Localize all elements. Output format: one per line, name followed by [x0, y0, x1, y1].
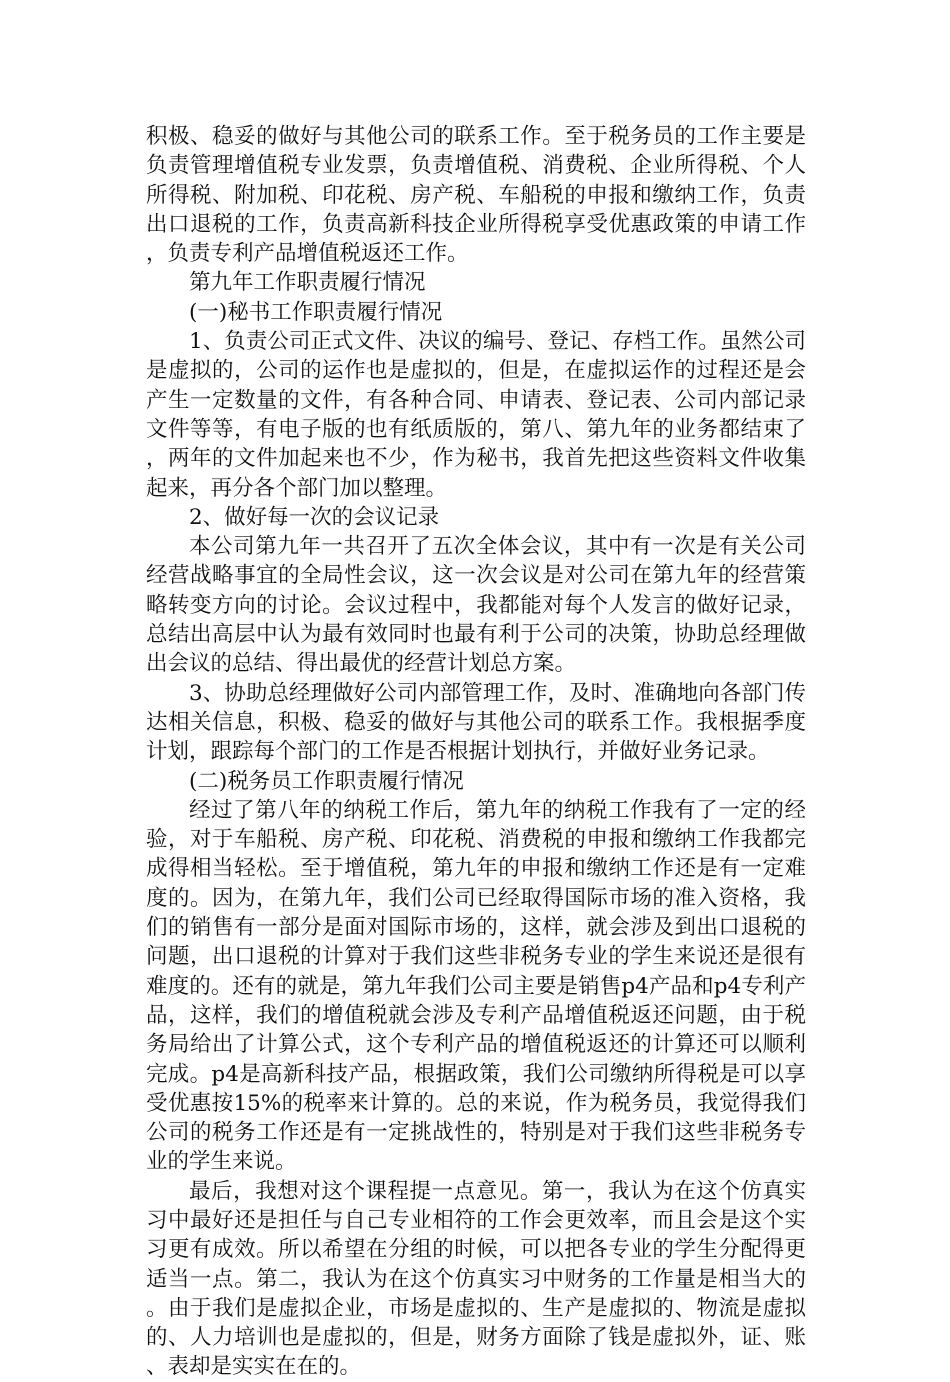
document-body	[146, 122, 806, 1382]
paragraph-tax-work: 经过了第八年的纳税工作后，第九年的纳税工作我有了一定的经验，对于车船税、房产税、印花税、消费税的申报和缴纳工作我都完成得相当轻松。至于增值税，第九年的申报和缴纳工作还是有一定难度的。因为，在第九年，我们公司已经取得国际市场的准入资格，我们的销售有一部分是面对国际市场的，这样，就会涉及到出口退税的问题，出口退税的计算对于我们这些非税务专业的学生来说还是很有难度的。还有的就是，第九年我们公司主要是销售p4产品和p4专利产品，这样，我们的增值税就会涉及专利产品增值税返还问题，由于税务局给出了计算公式，这个专利产品的增值税返还的计算还可以顺利完成。p4是高新科技产品，根据政策，我们公司缴纳所得税是可以享受优惠按15%的税率来计算的。总的来说，作为税务员，我觉得我们公司的税务工作还是有一定挑战性的，特别是对于我们这些非税务专业的学生来说。	[146, 797, 806, 1175]
paragraph-course-suggestions: 最后，我想对这个课程提一点意见。第一，我认为在这个仿真实习中最好还是担任与自己专业相符的工作会更效率，而且会是这个实习更有成效。所以希望在分组的时候，可以把各专业的学生分配得更适当一点。第二，我认为在这个仿真实习中财务的工作量是相当大的。由于我们是虚拟企业，市场是虚拟的、生产是虚拟的、物流是虚拟的、人力培训也是虚拟的，但是，财务方面除了钱是虚拟外，证、账、表却是实实在在的。	[146, 1178, 806, 1380]
paragraph-internal-management: 3、协助总经理做好公司内部管理工作，及时、准确地向各部门传达相关信息，积极、稳妥的做好与其他公司的联系工作。我根据季度计划，跟踪每个部门的工作是否根据计划执行，并做好业务记录。	[146, 680, 806, 765]
heading-secretary-duties: (一)秘书工作职责履行情况	[189, 299, 443, 325]
paragraph-document-filing: 1、负责公司正式文件、决议的编号、登记、存档工作。虽然公司是虚拟的，公司的运作也是虚拟的，但是，在虚拟运作的过程还是会产生一定数量的文件，有各种合同、申请表、登记表、公司内部记录文件等等，有电子版的也有纸质版的，第八、第九年的业务都结束了，两年的文件加起来也不少，作为秘书，我首先把这些资料文件收集起来，再分各个部门加以整理。	[146, 329, 806, 501]
heading-tax-officer-duties: (二)税务员工作职责履行情况	[189, 768, 464, 794]
heading-meeting-records: 2、做好每一次的会议记录	[189, 504, 440, 530]
heading-year-nine-duties: 第九年工作职责履行情况	[189, 270, 426, 296]
paragraph-meetings: 本公司第九年一共召开了五次全体会议，其中有一次是有关公司经营战略事宜的全局性会议，这一次会议是对公司在第九年的经营策略转变方向的讨论。会议过程中，我都能对每个人发言的做好记录，总结出高层中认为最有效同时也最有利于公司的决策，协助总经理做出会议的总结、得出最优的经营计划总方案。	[146, 534, 806, 677]
paragraph-1: 积极、稳妥的做好与其他公司的联系工作。至于税务员的工作主要是负责管理增值税专业发票，负责增值税、消费税、企业所得税、个人所得税、附加税、印花税、房产税、车船税的申报和缴纳工作，负责出口退税的工作，负责高新科技企业所得税享受优惠政策的申请工作，负责专利产品增值税返还工作。	[146, 124, 806, 267]
